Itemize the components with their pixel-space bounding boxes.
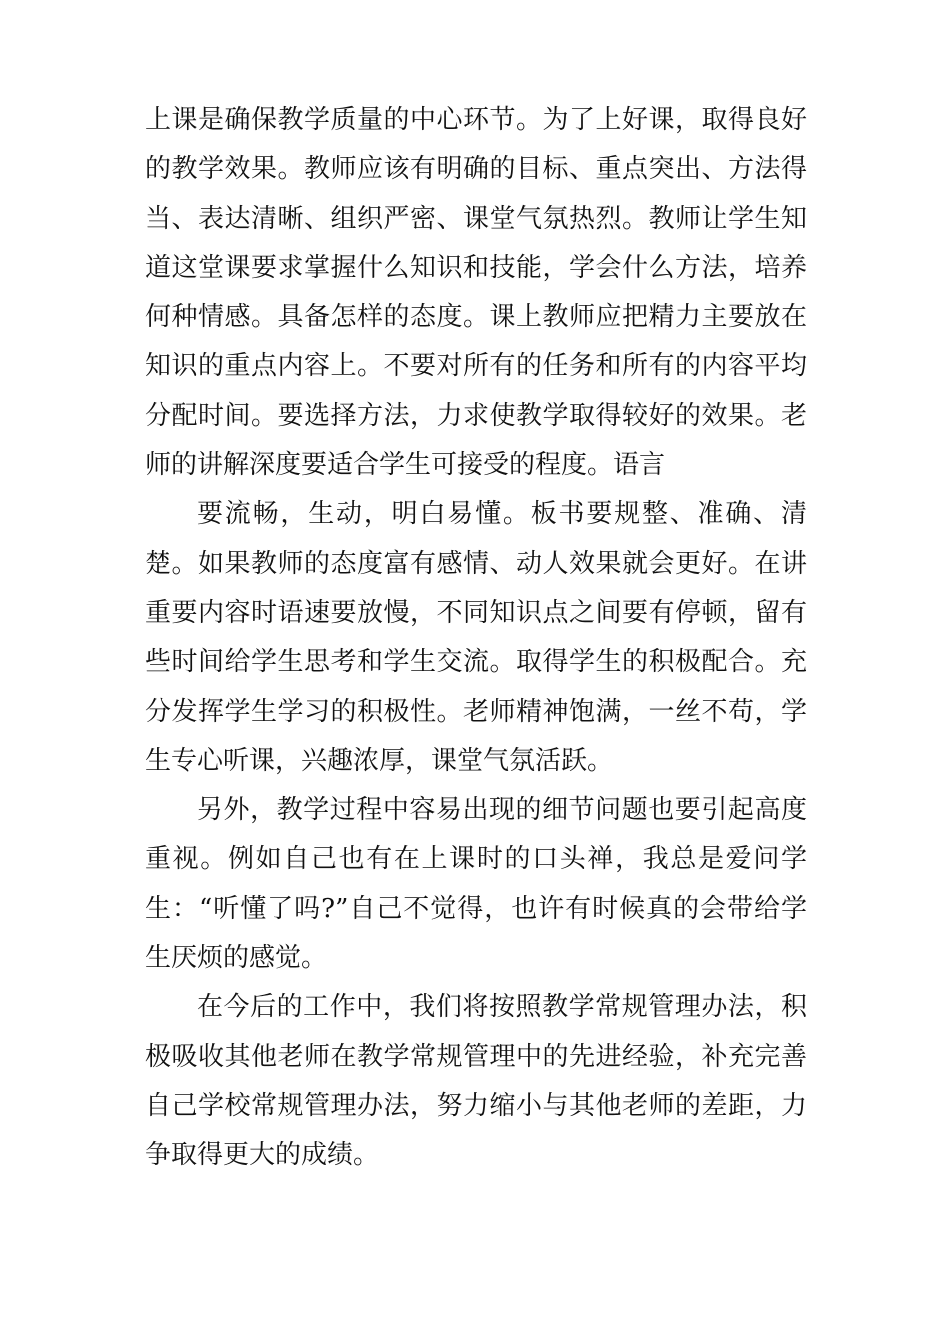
paragraph-3: 另外，教学过程中容易出现的细节问题也要引起高度重视。例如自己也有在上课时的口头禅，我总是爱问学生：“听懂了吗?”自己不觉得，也许有时候真的会带给学生厌烦的感觉。: [145, 795, 807, 974]
paragraph-4: 在今后的工作中，我们将按照教学常规管理办法，积极吸收其他老师在教学常规管理中的先进经验，补充完善自己学校常规管理办法，努力缩小与其他老师的差距，力争取得更大的成绩。: [145, 992, 807, 1171]
document-body: [145, 96, 807, 1181]
paragraph-1: 上课是确保教学质量的中心环节。为了上好课，取得良好的教学效果。教师应该有明确的目标、重点突出、方法得当、表达清晰、组织严密、课堂气氛热烈。教师让学生知道这堂课要求掌握什么知识和技能，学会什么方法，培养何种情感。具备怎样的态度。课上教师应把精力主要放在知识的重点内容上。不要对所有的任务和所有的内容平均分配时间。要选择方法，力求使教学取得较好的效果。老师的讲解深度要适合学生可接受的程度。语言: [145, 105, 807, 481]
paragraph-2: 要流畅，生动，明白易懂。板书要规整、准确、清楚。如果教师的态度富有感情、动人效果就会更好。在讲重要内容时语速要放慢，不同知识点之间要有停顿，留有些时间给学生思考和学生交流。取得学生的积极配合。充分发挥学生学习的积极性。老师精神饱满，一丝不苟，学生专心听课，兴趣浓厚，课堂气氛活跃。: [145, 499, 807, 776]
